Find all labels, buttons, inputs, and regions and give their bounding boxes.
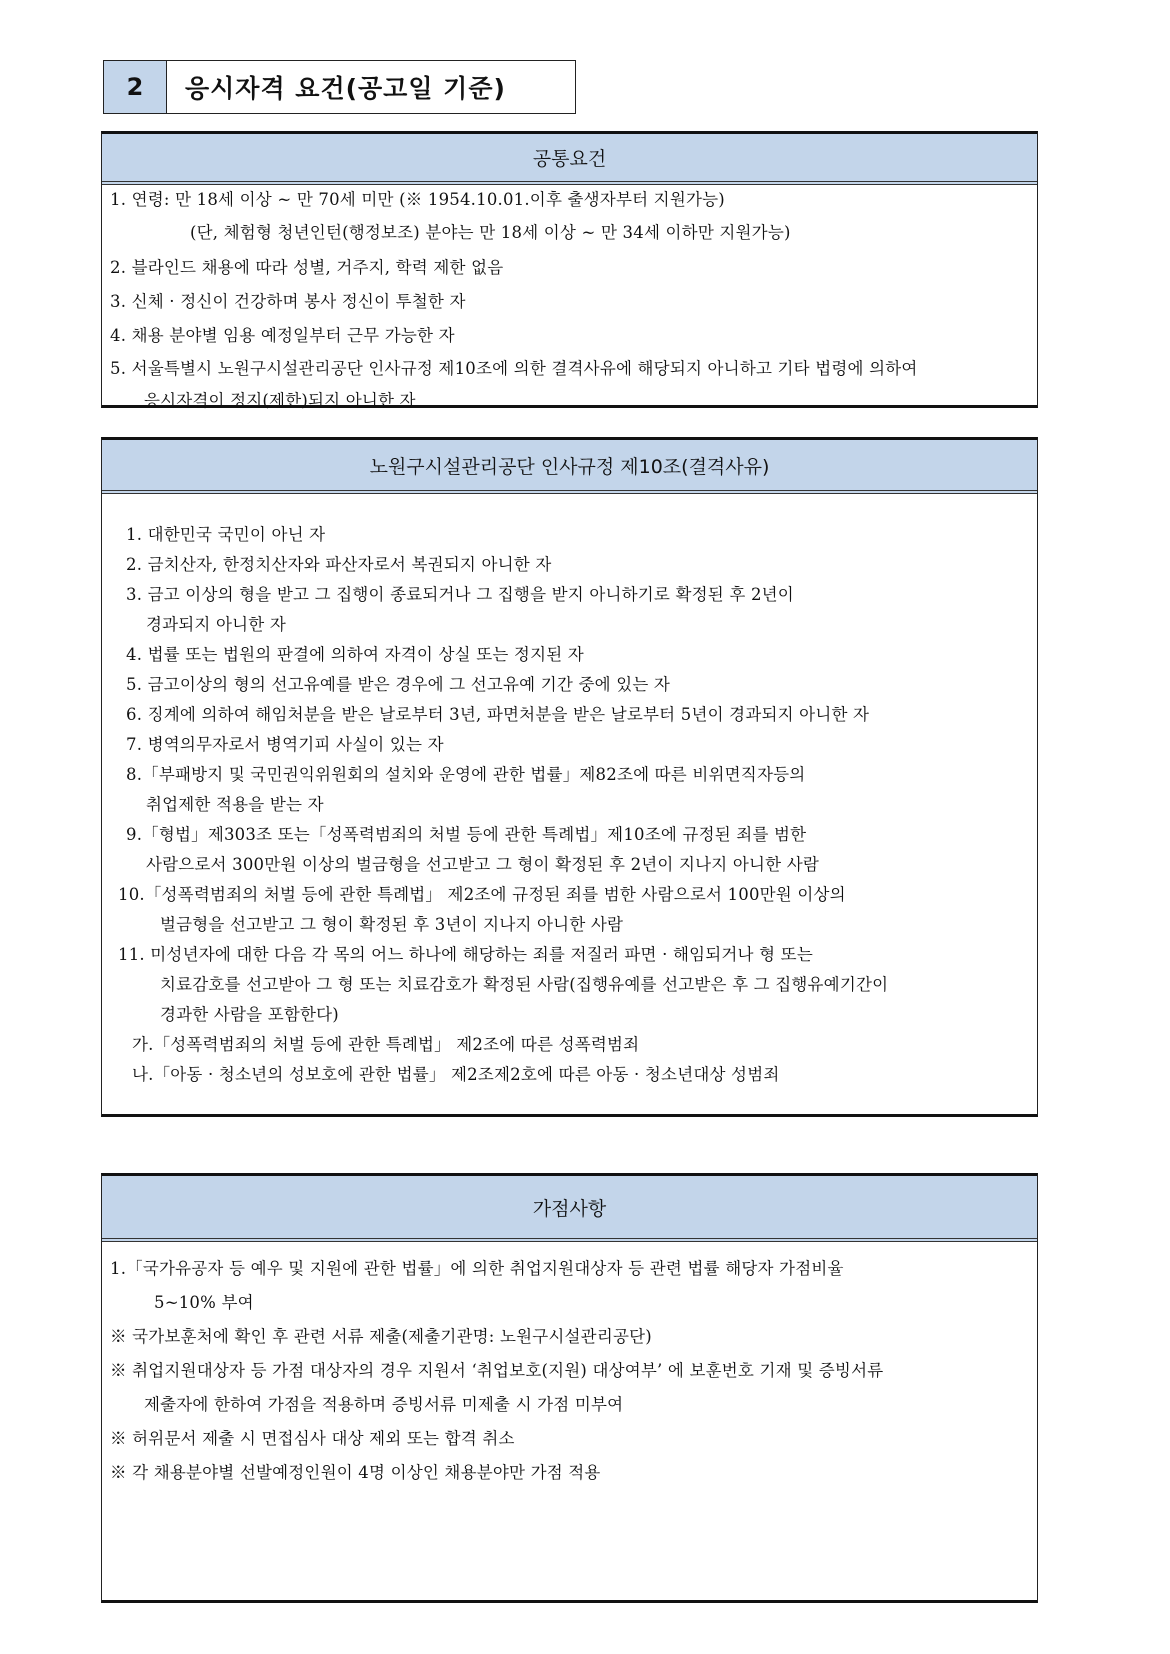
bonus-note: 제출자에 한하여 가점을 적용하며 증빙서류 미제출 시 가점 미부여 [144, 1395, 624, 1414]
disqualification-line: 10.「성폭력범죄의 처벌 등에 관한 특례법」 제2조에 규정된 죄를 범한 사람으로서 100만원 이상의 [118, 885, 846, 904]
disqualification-line: 2. 금치산자, 한정치산자와 파산자로서 복권되지 아니한 자 [126, 555, 552, 574]
disqualification-header: 노원구시설관리공단 인사규정 제10조(결격사유) [102, 440, 1037, 494]
requirement-line: 1. 연령: 만 18세 이상 ~ 만 70세 미만 (※ 1954.10.01.이후 출생자부터 지원가능) [110, 190, 725, 209]
disqualification-line: 4. 법률 또는 법원의 판결에 의하여 자격이 상실 또는 정지된 자 [126, 645, 584, 664]
disqualification-line: 5. 금고이상의 형의 선고유예를 받은 경우에 그 선고유예 기간 중에 있는 자 [126, 675, 671, 694]
bonus-points-header: 가점사항 [102, 1176, 1037, 1242]
disqualification-line: 6. 징계에 의하여 해임처분을 받은 날로부터 3년, 파면처분을 받은 날로부터 5년이 경과되지 아니한 자 [126, 705, 870, 724]
requirement-line: 4. 채용 분야별 임용 예정일부터 근무 가능한 자 [110, 326, 455, 345]
bonus-note: ※ 국가보훈처에 확인 후 관련 서류 제출(제출기관명: 노원구시설관리공단) [110, 1327, 652, 1346]
disqualification-line: 9.「형법」제303조 또는「성폭력범죄의 처벌 등에 관한 특례법」제10조에 규정된 죄를 범한 [126, 825, 807, 844]
disqualification-line: 8.「부패방지 및 국민권익위원회의 설치와 운영에 관한 법률」제82조에 따른 비위면직자등의 [126, 765, 806, 784]
disqualification-line: 취업제한 적용을 받는 자 [146, 795, 324, 814]
disqualification-body [102, 494, 1037, 1090]
common-requirements-body [102, 185, 1037, 417]
disqualification-line: 치료감호를 선고받아 그 형 또는 치료감호가 확정된 사람(집행유예를 선고받은 후 그 집행유예기간이 [160, 975, 889, 994]
section-heading [103, 60, 576, 114]
requirement-line: 2. 블라인드 채용에 따라 성별, 거주지, 학력 제한 없음 [110, 258, 504, 277]
bonus-note: ※ 각 채용분야별 선발예정인원이 4명 이상인 채용분야만 가점 적용 [110, 1463, 601, 1482]
disqualification-line: 사람으로서 300만원 이상의 벌금형을 선고받고 그 형이 확정된 후 2년이 지나지 아니한 사람 [146, 855, 819, 874]
bonus-line: 5~10% 부여 [154, 1293, 254, 1312]
section-number: 2 [104, 61, 167, 113]
bonus-note: ※ 취업지원대상자 등 가점 대상자의 경우 지원서 ‘취업보호(지원) 대상여부’ 에 보훈번호 기재 및 증빙서류 [110, 1361, 884, 1380]
disqualification-line: 벌금형을 선고받고 그 형이 확정된 후 3년이 지나지 아니한 사람 [160, 915, 624, 934]
section-title: 응시자격 요건(공고일 기준) [185, 74, 506, 103]
requirement-line: (단, 체험형 청년인턴(행정보조) 분야는 만 18세 이상 ~ 만 34세 이하만 지원가능) [190, 223, 791, 242]
disqualification-subline: 가.「성폭력범죄의 처벌 등에 관한 특례법」 제2조에 따른 성폭력범죄 [132, 1035, 640, 1054]
disqualification-line: 1. 대한민국 국민이 아닌 자 [126, 525, 326, 544]
bonus-points-box [101, 1173, 1038, 1603]
bonus-note: ※ 허위문서 제출 시 면접심사 대상 제외 또는 합격 취소 [110, 1429, 515, 1448]
disqualification-line: 3. 금고 이상의 형을 받고 그 집행이 종료되거나 그 집행을 받지 아니하기로 확정된 후 2년이 [126, 585, 794, 604]
common-requirements-box [101, 131, 1038, 408]
disqualification-line: 7. 병역의무자로서 병역기피 사실이 있는 자 [126, 735, 444, 754]
requirement-line: 5. 서울특별시 노원구시설관리공단 인사규정 제10조에 의한 결격사유에 해당되지 아니하고 기타 법령에 의하여 [110, 359, 918, 378]
requirement-line: 3. 신체 · 정신이 건강하며 봉사 정신이 투철한 자 [110, 292, 466, 311]
bonus-line: 1.「국가유공자 등 예우 및 지원에 관한 법률」에 의한 취업지원대상자 등 관련 법률 해당자 가점비율 [110, 1259, 844, 1278]
bonus-points-body [102, 1242, 1037, 1490]
common-requirements-header: 공통요건 [102, 134, 1037, 185]
requirement-line: 응시자격이 정지(제한)되지 아니한 자 [144, 391, 416, 410]
disqualification-line: 경과한 사람을 포함한다) [160, 1005, 339, 1024]
disqualification-line: 경과되지 아니한 자 [146, 615, 287, 634]
disqualification-subline: 나.「아동 · 청소년의 성보호에 관한 법률」 제2조제2호에 따른 아동 · 청소년대상 성범죄 [132, 1065, 780, 1084]
disqualification-line: 11. 미성년자에 대한 다음 각 목의 어느 하나에 해당하는 죄를 저질러 파면 · 해임되거나 형 또는 [118, 945, 813, 964]
disqualification-box [101, 437, 1038, 1117]
